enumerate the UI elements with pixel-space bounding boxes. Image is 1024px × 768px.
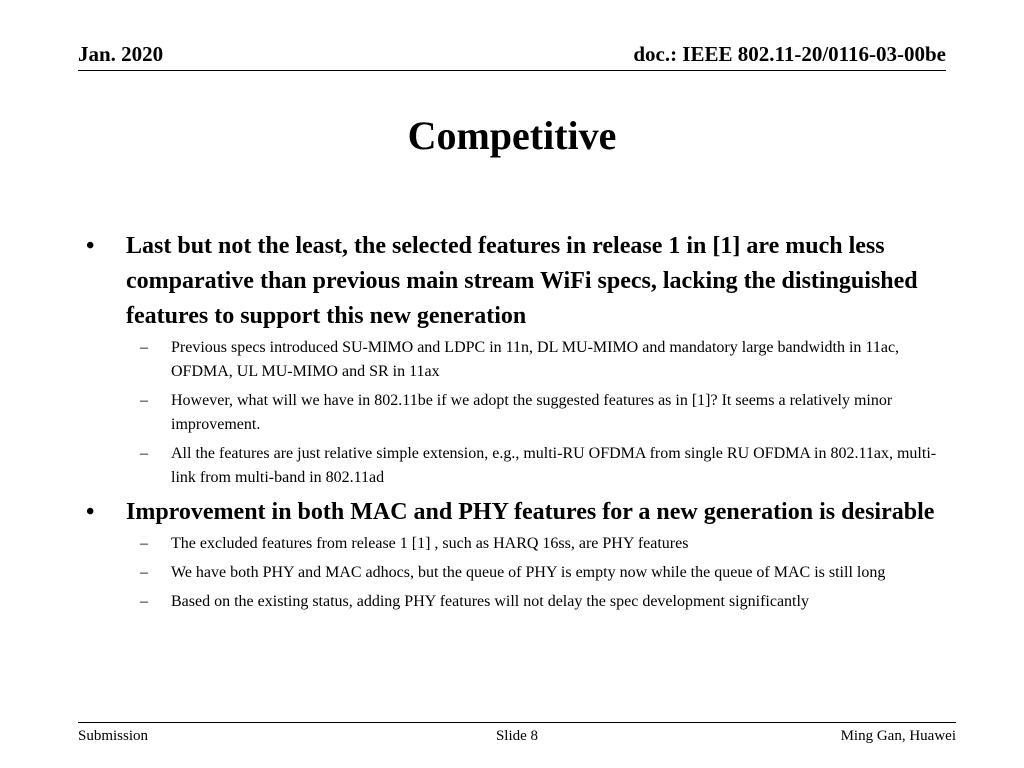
dash-marker: – bbox=[140, 392, 148, 409]
sub-bullet-text: We have both PHY and MAC adhocs, but the queue of PHY is empty now while the queue of MAC is still long bbox=[171, 564, 886, 581]
sub-bullet-item bbox=[86, 561, 946, 585]
sub-bullet-list bbox=[86, 532, 946, 614]
bullet-text: Last but not the least, the selected features in release 1 in [1] are much less comparative than previous main stream WiFi specs, lacking the distinguished features to support this new generation bbox=[126, 233, 918, 329]
header-date: Jan. 2020 bbox=[78, 42, 164, 66]
slide-header bbox=[78, 42, 946, 71]
sub-bullet-list bbox=[86, 336, 946, 490]
dash-marker: – bbox=[140, 445, 148, 462]
sub-bullet-text: All the features are just relative simple extension, e.g., multi-RU OFDMA from single RU OFDMA in 802.11ax, multi-link from multi-band in 802.11ad bbox=[171, 445, 937, 486]
dash-marker: – bbox=[140, 339, 148, 356]
bullet-marker: • bbox=[86, 499, 95, 525]
slide-body bbox=[86, 229, 946, 619]
bullet-marker: • bbox=[86, 233, 95, 259]
dash-marker: – bbox=[140, 535, 148, 552]
footer-author: Ming Gan, Huawei bbox=[840, 728, 956, 744]
sub-bullet-text: The excluded features from release 1 [1] , such as HARQ 16ss, are PHY features bbox=[171, 535, 689, 552]
dash-marker: – bbox=[140, 564, 148, 581]
dash-marker: – bbox=[140, 593, 148, 610]
slide-footer bbox=[78, 722, 956, 744]
slide-title: Competitive bbox=[407, 113, 617, 158]
sub-bullet-item bbox=[86, 590, 946, 614]
sub-bullet-item bbox=[86, 532, 946, 556]
sub-bullet-text: Previous specs introduced SU-MIMO and LDPC in 11n, DL MU-MIMO and mandatory large bandwidth in 11ac, OFDMA, UL MU-MIMO and SR in 11ax bbox=[171, 339, 900, 380]
footer-slide-number: Slide 8 bbox=[495, 728, 539, 744]
sub-bullet-text: Based on the existing status, adding PHY features will not delay the spec development significantly bbox=[171, 593, 809, 610]
bullet-item bbox=[86, 229, 946, 334]
sub-bullet-item bbox=[86, 389, 946, 437]
sub-bullet-item bbox=[86, 442, 946, 490]
footer-submission: Submission bbox=[78, 728, 149, 744]
bullet-text: Improvement in both MAC and PHY features for a new generation is desirable bbox=[126, 499, 935, 525]
header-doc-id: doc.: IEEE 802.11-20/0116-03-00be bbox=[633, 42, 946, 66]
sub-bullet-item bbox=[86, 336, 946, 384]
bullet-item bbox=[86, 495, 946, 530]
sub-bullet-text: However, what will we have in 802.11be if we adopt the suggested features as in [1]? It seems a relatively minor improvement. bbox=[171, 392, 893, 433]
